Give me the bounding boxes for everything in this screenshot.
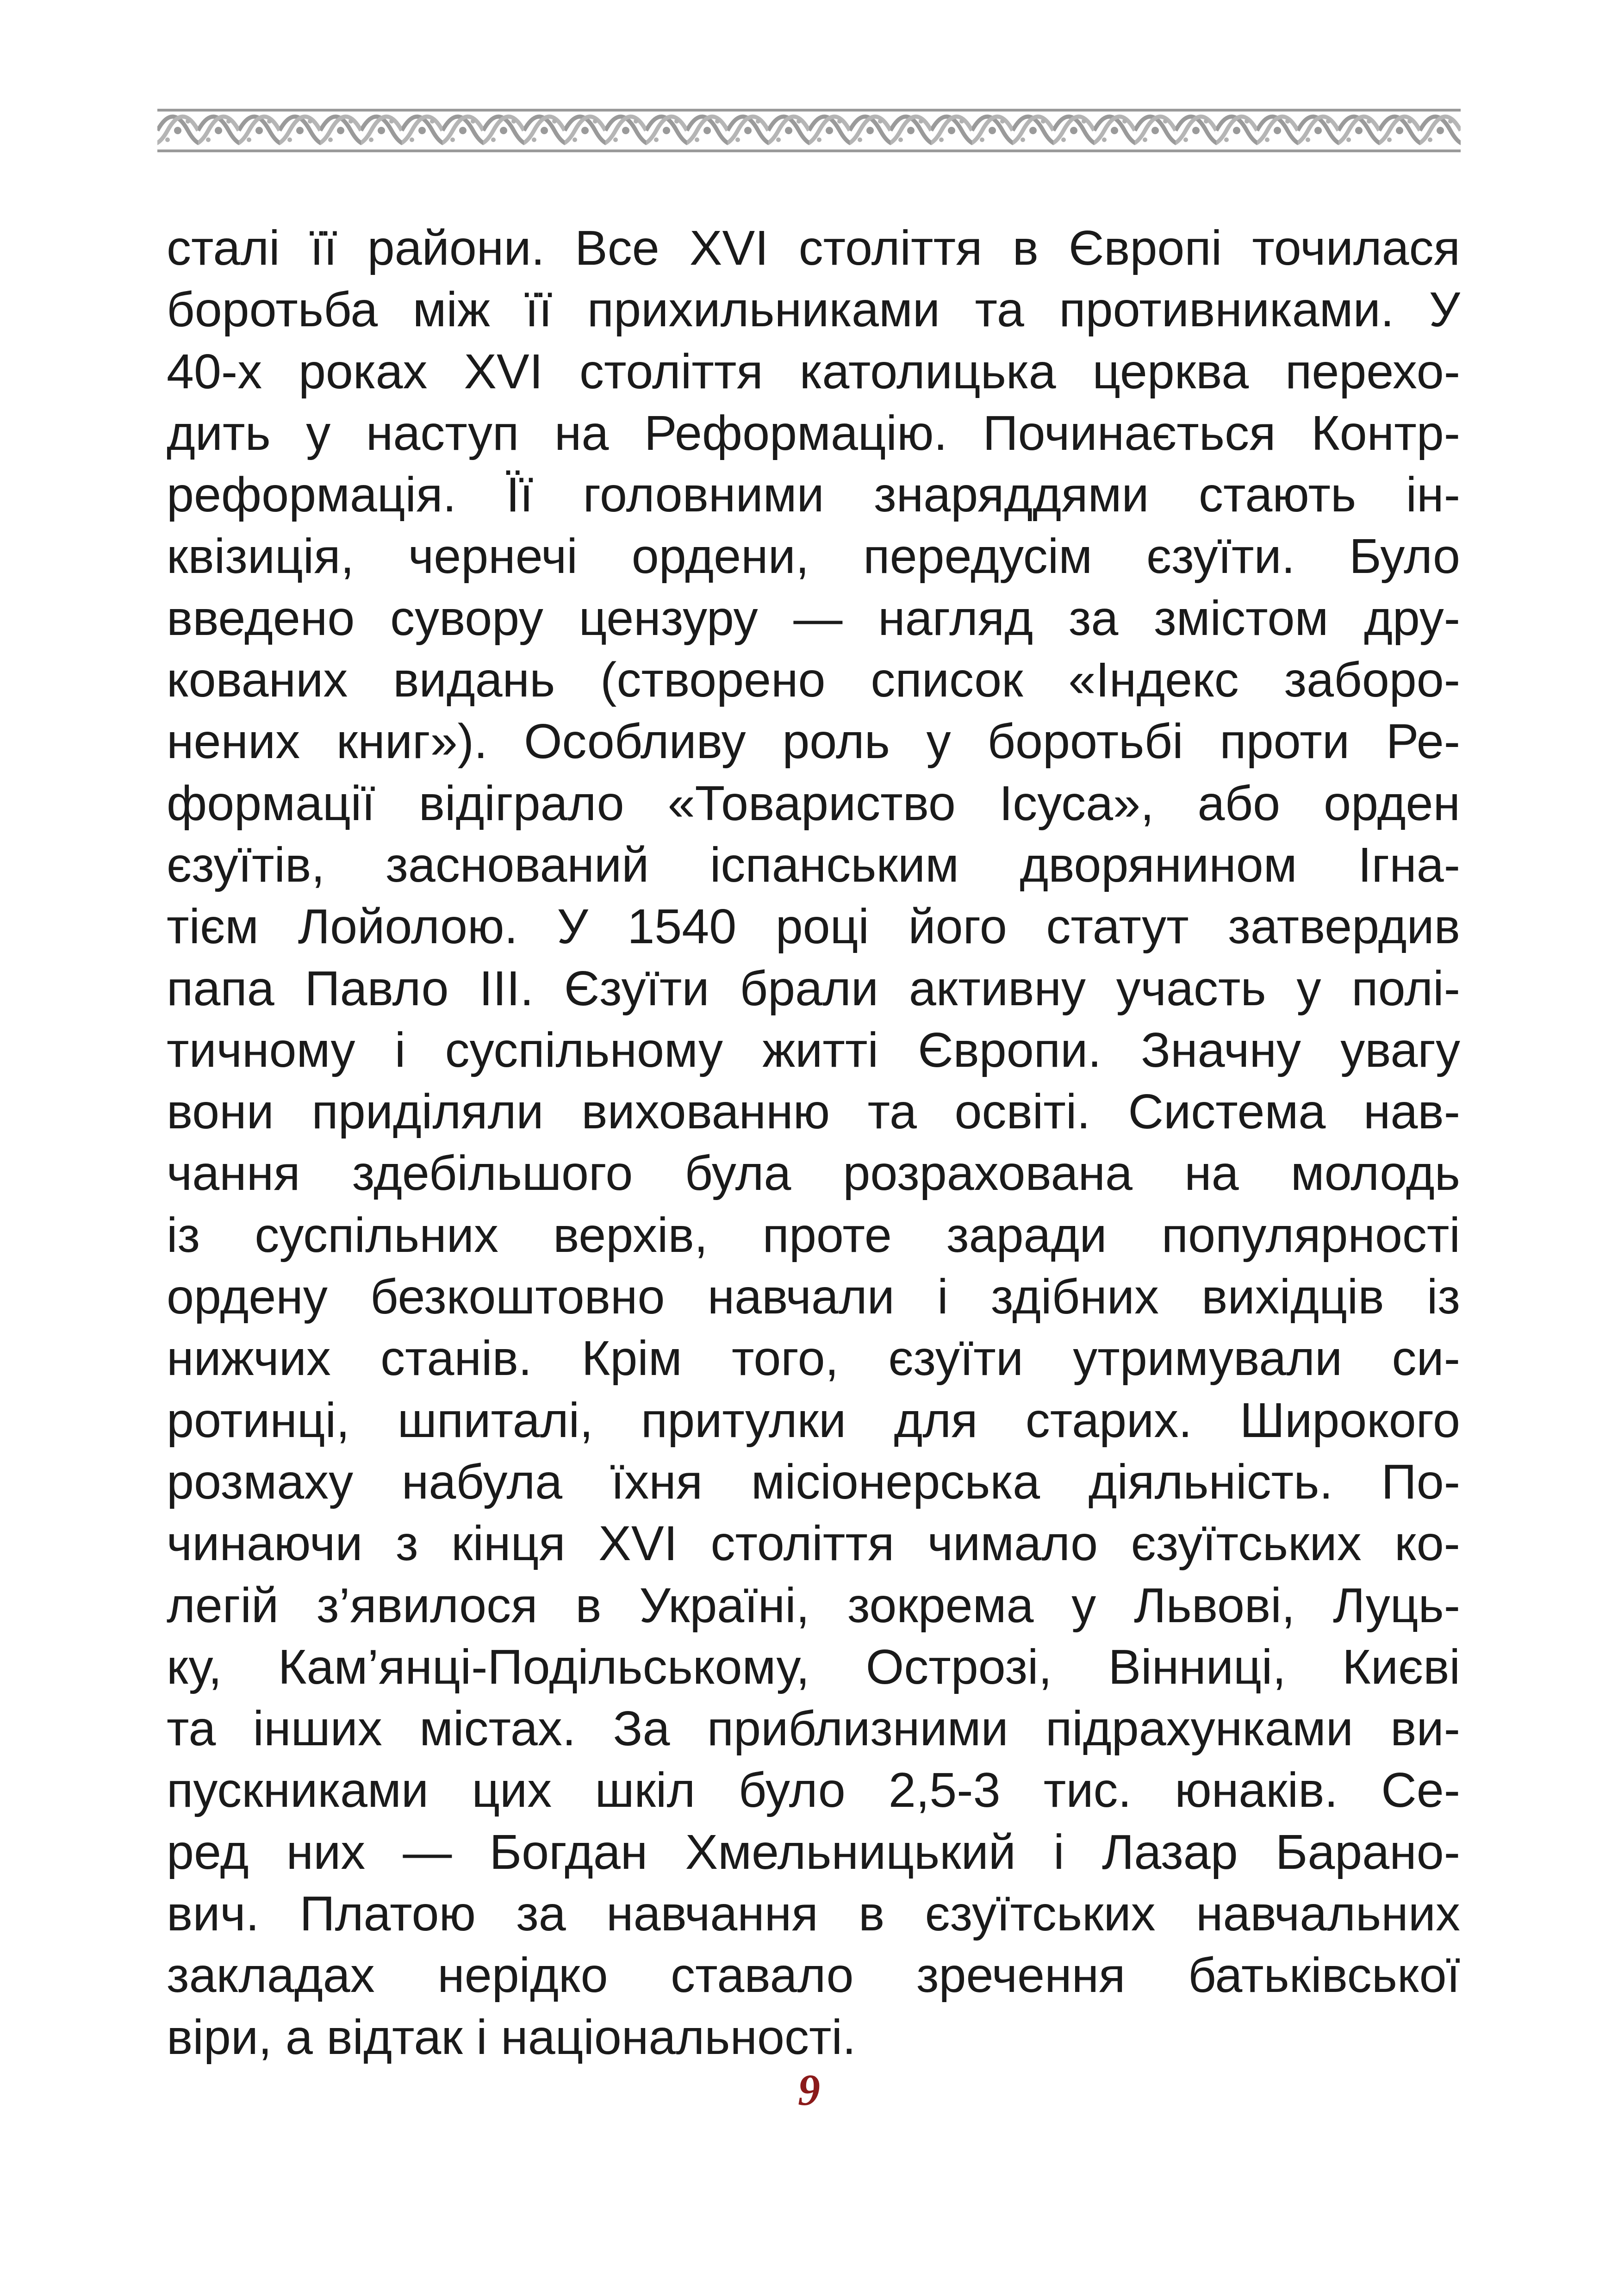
text-line-last: віри, а відтак і національності.: [167, 2010, 856, 2065]
text-line: тичному і суспільному житті Європи. Значну увагу: [167, 1022, 1460, 1077]
text-line: із суспільних верхів, проте заради популярності: [167, 1207, 1460, 1263]
text-line: формації відіграло «Товариство Ісуса», або орден: [167, 776, 1460, 831]
text-line: нижчих станів. Крім того, єзуїти утримували си-: [167, 1331, 1460, 1386]
text-line: ку, Кам’янці-Подільському, Острозі, Вінниці, Києві: [167, 1639, 1460, 1694]
text-line: чинаючи з кінця XVI століття чимало єзуїтських ко-: [167, 1516, 1460, 1571]
page-number: 9: [798, 2065, 820, 2115]
text-line: та інших містах. За приблизними підрахунками ви-: [167, 1701, 1460, 1756]
text-line: розмаху набула їхня місіонерська діяльність. По-: [167, 1454, 1460, 1509]
text-line: сталі її райони. Все XVI століття в Європі точилася: [167, 221, 1460, 275]
text-line: чання здебільшого була розрахована на молодь: [167, 1146, 1460, 1201]
text-line: введено сувору цензуру — нагляд за змістом дру-: [167, 591, 1460, 646]
text-line: легій з’явилося в Україні, зокрема у Львові, Луць-: [167, 1578, 1460, 1633]
text-line: реформація. Її головними знаряддями стають ін-: [167, 467, 1460, 523]
text-line: ордену безкоштовно навчали і здібних вихідців із: [167, 1269, 1460, 1325]
text-line: кованих видань (створено список «Індекс заборо-: [167, 653, 1460, 708]
text-line: ред них — Богдан Хмельницький і Лазар Барано-: [167, 1824, 1460, 1879]
text-line: 40-х роках XVI століття католицька церква перехо-: [167, 344, 1460, 399]
text-line: єзуїтів, заснований іспанським дворянином Ігна-: [167, 837, 1460, 892]
text-line: боротьба між її прихильниками та противниками. У: [167, 282, 1460, 337]
text-line: пускниками цих шкіл було 2,5-3 тис. юнаків. Се-: [167, 1763, 1460, 1818]
body-text: [167, 218, 1460, 2068]
text-line: дить у наступ на Реформацію. Починається Контр-: [167, 405, 1460, 460]
braided-ornament-icon: [157, 107, 1461, 154]
text-line: вич. Платою за навчання в єзуїтських навчальних: [167, 1886, 1460, 1941]
text-line: ротинці, шпиталі, притулки для старих. Широкого: [167, 1393, 1460, 1448]
text-line: закладах нерідко ставало зречення батьківської: [167, 1948, 1460, 2003]
header-ornament-band: [157, 107, 1461, 154]
text-line: квізиція, чернечі ордени, передусім єзуїти. Було: [167, 529, 1460, 584]
text-line: тієм Лойолою. У 1540 році його статут затвердив: [167, 899, 1460, 954]
text-line: вони приділяли вихованню та освіті. Система нав-: [167, 1084, 1460, 1139]
text-line: папа Павло III. Єзуїти брали активну участь у полі-: [167, 961, 1460, 1016]
text-line: нених книг»). Особливу роль у боротьбі проти Ре-: [167, 714, 1460, 769]
